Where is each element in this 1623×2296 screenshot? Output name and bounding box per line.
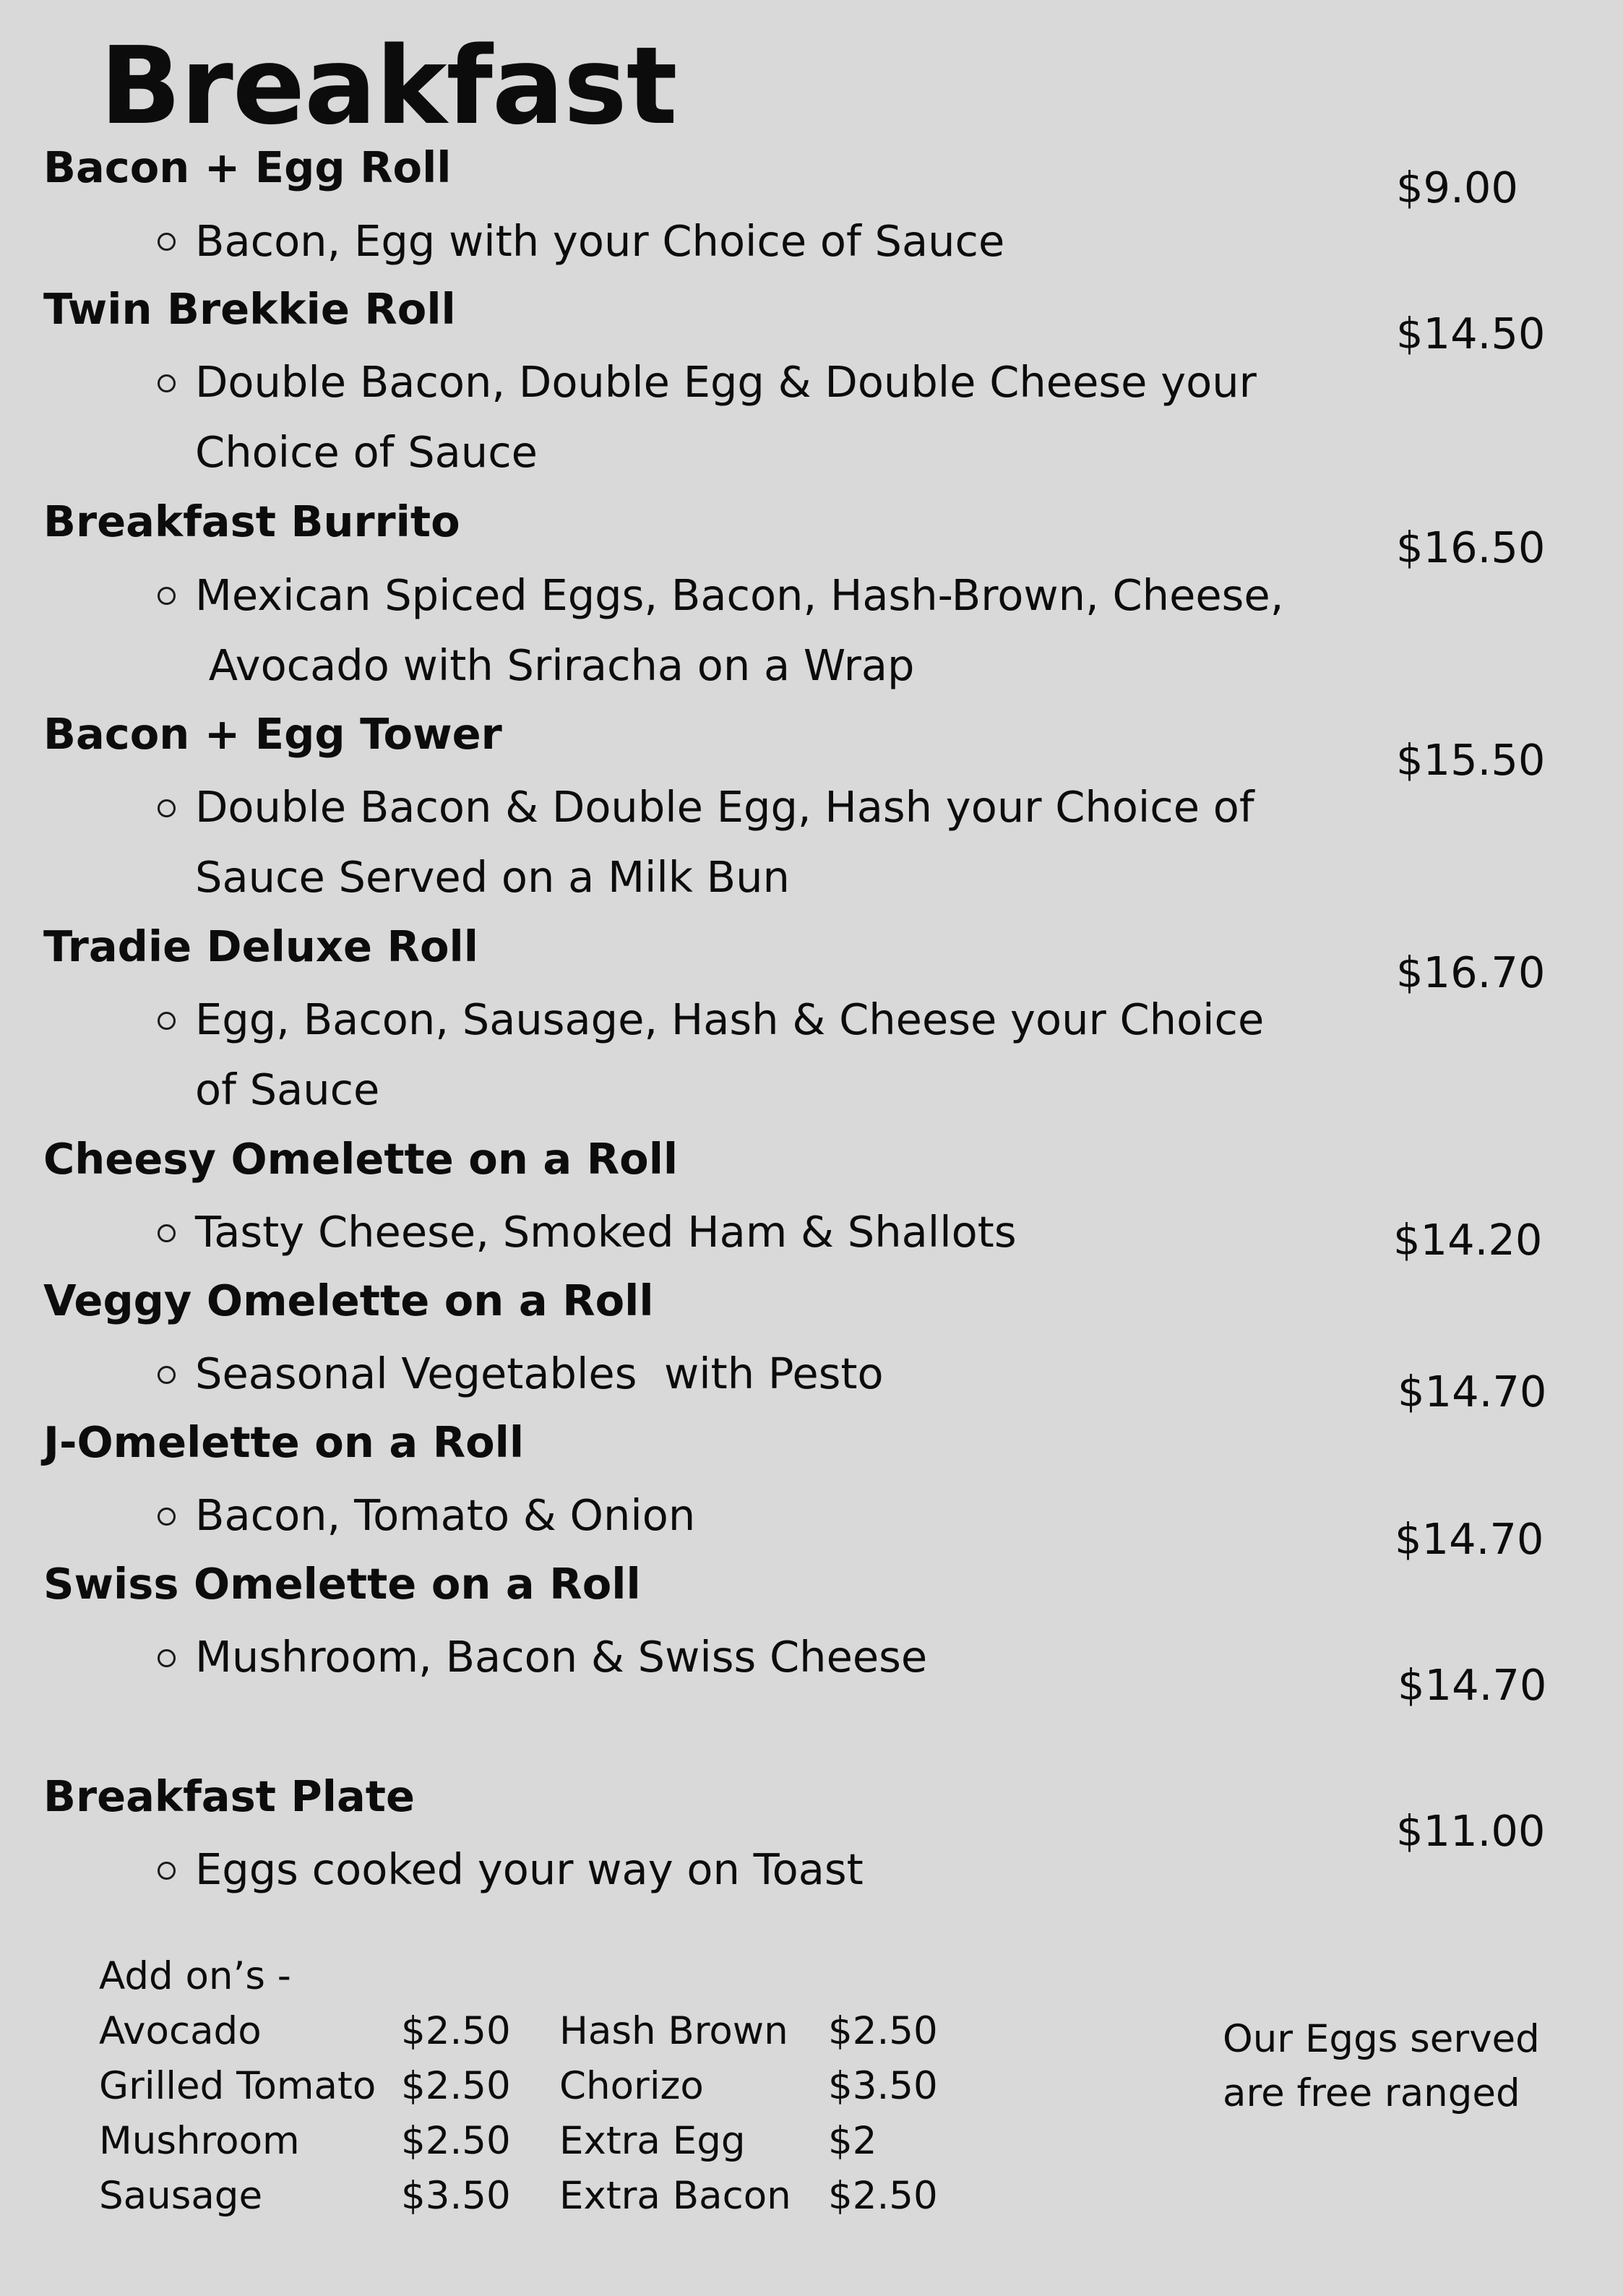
addon-name: Sausage xyxy=(99,2174,263,2218)
addon-name: Grilled Tomato xyxy=(99,2064,376,2108)
bullet-icon xyxy=(158,374,176,392)
addon-price: $3.50 xyxy=(401,2174,511,2218)
addon-name: Extra Bacon xyxy=(559,2174,791,2218)
bullet-icon xyxy=(158,1012,176,1030)
bullet-icon xyxy=(158,587,176,605)
addons-heading: Add on’s - xyxy=(99,1954,291,1998)
addon-price: $2 xyxy=(828,2119,877,2163)
bullet-icon xyxy=(158,799,176,817)
item-name-breakfast-burrito: Breakfast Burrito xyxy=(43,496,460,546)
addon-name: Chorizo xyxy=(559,2064,704,2108)
bullet-icon xyxy=(158,1508,176,1526)
addon-name: Hash Brown xyxy=(559,2009,788,2053)
item-name-veggy-omelette: Veggy Omelette on a Roll xyxy=(43,1276,654,1325)
item-name-breakfast-plate: Breakfast Plate xyxy=(43,1771,415,1821)
bullet-icon xyxy=(158,1366,176,1384)
bullet-icon xyxy=(158,1862,176,1880)
item-name-twin-brekkie-roll: Twin Brekkie Roll xyxy=(43,284,456,334)
item-price-bacon-egg-roll: $9.00 xyxy=(1396,163,1518,212)
item-desc-swiss-omelette: Mushroom, Bacon & Swiss Cheese xyxy=(195,1632,928,1682)
item-desc-bacon-egg-roll: Bacon, Egg with your Choice of Sauce xyxy=(195,216,1005,266)
addon-name: Mushroom xyxy=(99,2119,300,2163)
bullet-icon xyxy=(158,1224,176,1242)
addon-name: Avocado xyxy=(99,2009,262,2053)
addon-price: $2.50 xyxy=(401,2009,511,2053)
bullet-icon xyxy=(158,1649,176,1667)
item-price-j-omelette: $14.70 xyxy=(1395,1514,1544,1564)
item-name-cheesy-omelette: Cheesy Omelette on a Roll xyxy=(43,1134,679,1184)
item-price-swiss-omelette: $14.70 xyxy=(1398,1660,1547,1710)
item-price-twin-brekkie-roll: $14.50 xyxy=(1396,309,1546,358)
addon-price: $3.50 xyxy=(828,2064,938,2108)
item-name-bacon-egg-roll: Bacon + Egg Roll xyxy=(43,142,452,192)
addon-price: $2.50 xyxy=(401,2064,511,2108)
item-name-swiss-omelette: Swiss Omelette on a Roll xyxy=(43,1559,641,1609)
item-desc-veggy-omelette: Seasonal Vegetables with Pesto xyxy=(195,1349,884,1398)
addon-price: $2.50 xyxy=(828,2174,938,2218)
item-desc-breakfast-plate: Eggs cooked your way on Toast xyxy=(195,1844,864,1894)
item-price-cheesy-omelette: $14.20 xyxy=(1393,1215,1543,1265)
item-price-breakfast-plate: $11.00 xyxy=(1396,1806,1546,1856)
free-range-note: Our Eggs served are free ranged xyxy=(1223,2017,1540,2116)
addon-name: Extra Egg xyxy=(559,2119,746,2163)
item-price-tradie-deluxe-roll: $16.70 xyxy=(1396,947,1546,997)
item-name-tradie-deluxe-roll: Tradie Deluxe Roll xyxy=(43,921,478,971)
item-desc-cheesy-omelette: Tasty Cheese, Smoked Ham & Shallots xyxy=(195,1207,1017,1257)
addon-price: $2.50 xyxy=(401,2119,511,2163)
item-desc-twin-brekkie-roll: Double Bacon, Double Egg & Double Cheese your Choice of Sauce xyxy=(195,357,1257,478)
item-name-j-omelette: J-Omelette on a Roll xyxy=(43,1417,525,1467)
item-desc-tradie-deluxe-roll: Egg, Bacon, Sausage, Hash & Cheese your Choice of Sauce xyxy=(195,994,1265,1115)
item-price-breakfast-burrito: $16.50 xyxy=(1396,523,1546,572)
item-desc-breakfast-burrito: Mexican Spiced Eggs, Bacon, Hash-Brown, Cheese, Avocado with Sriracha on a Wrap xyxy=(195,570,1284,691)
item-desc-bacon-egg-tower: Double Bacon & Double Egg, Hash your Choice of Sauce Served on a Milk Bun xyxy=(195,782,1254,903)
menu-title: Breakfast xyxy=(100,24,677,148)
addon-price: $2.50 xyxy=(828,2009,938,2053)
item-price-bacon-egg-tower: $15.50 xyxy=(1396,735,1546,785)
item-desc-j-omelette: Bacon, Tomato & Onion xyxy=(195,1490,696,1540)
bullet-icon xyxy=(158,233,176,251)
item-price-veggy-omelette: $14.70 xyxy=(1398,1367,1547,1416)
item-name-bacon-egg-tower: Bacon + Egg Tower xyxy=(43,709,502,759)
